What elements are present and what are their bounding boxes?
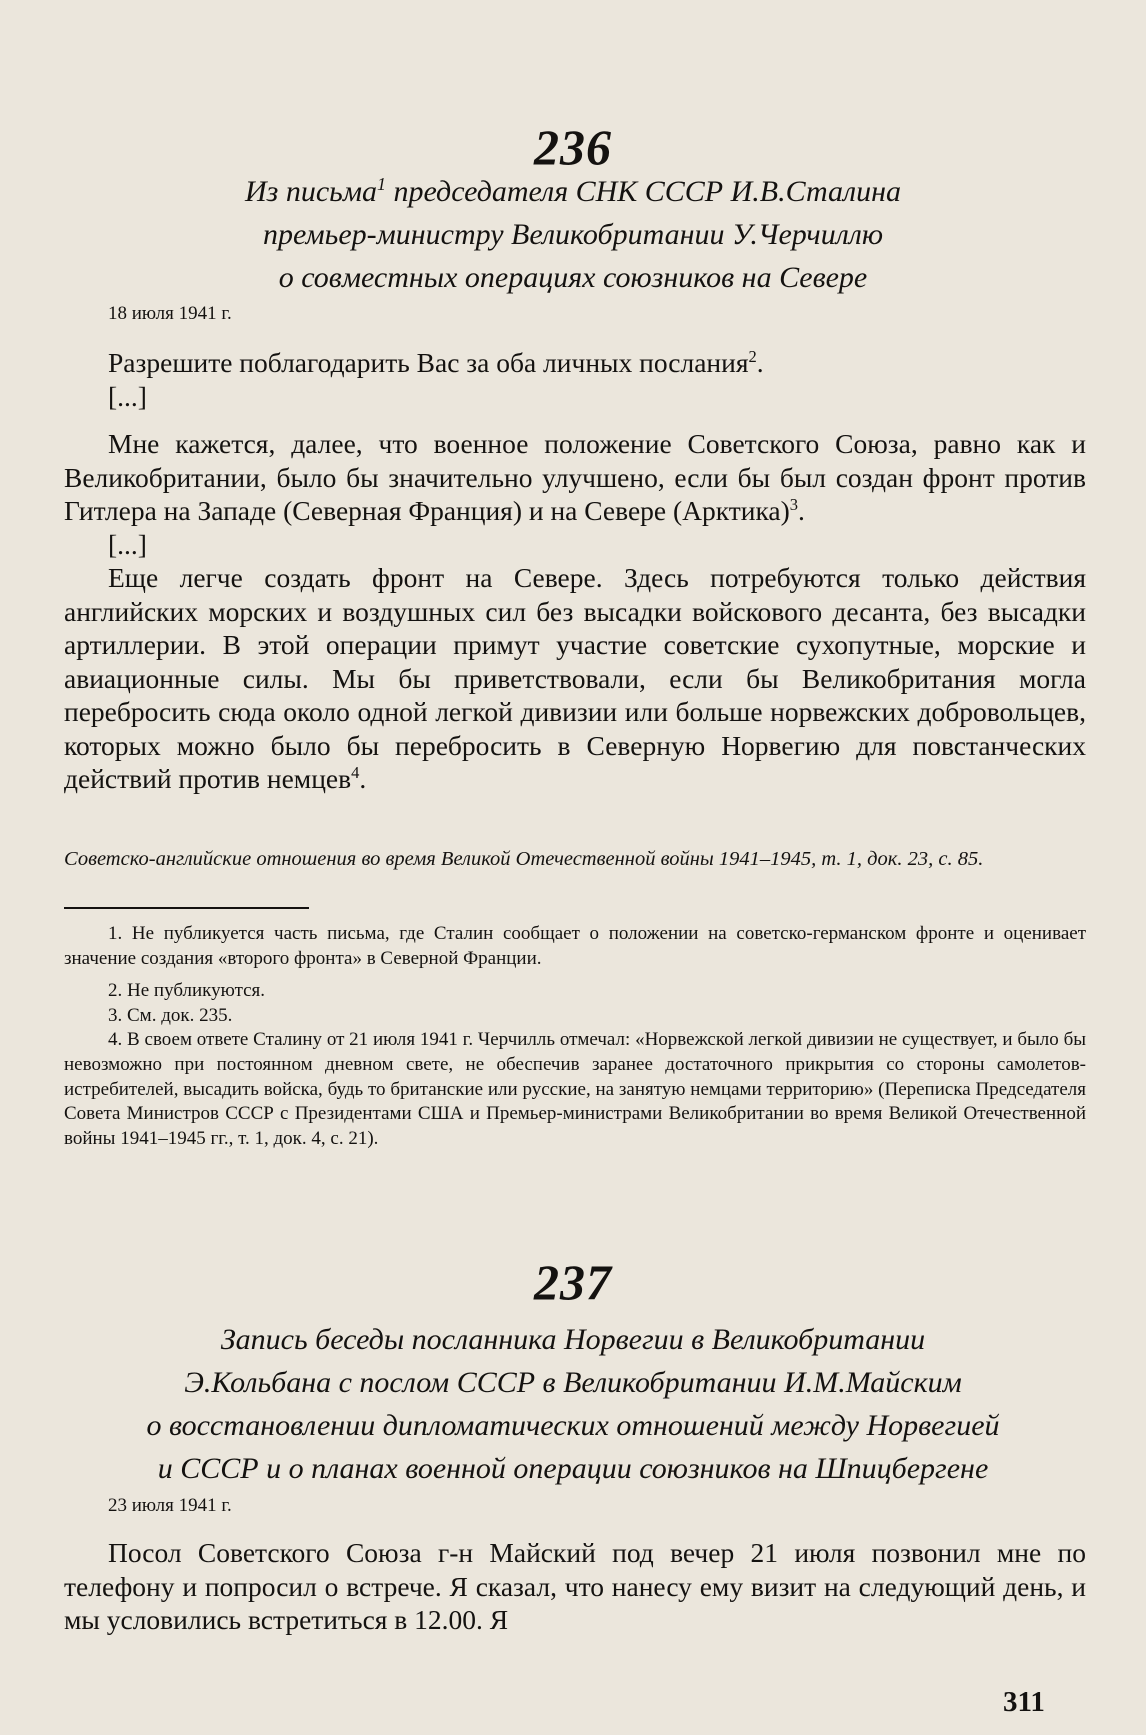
footnote: 4. В своем ответе Сталину от 21 июля 1941 г. Черчилль отмечал: «Норвежской легкой дивизии не существует, и было бы невозможно при постоянном дневном свете, не обеспечив заранее достаточного прикрытия со стороны самолетов-истребителей, высадить войска, будь то британские или русские, на занятую немцами территорию» (Переписка Председателя Совета Министров СССР с Президентами США и Премьер-министрами Великобритании во время Великой Отечественной войны 1941–1945 гг., т. 1, док. 4, с. 21). [64,1029,1086,1149]
footnote-ref-3: 3 [789,494,799,514]
footnote-ref-2: 2 [748,346,757,366]
title-line: Из письма$^1$ председателя СНК СССР И.В.Сталина [244,174,902,208]
document-title-237 [60,1318,1086,1490]
document-body-237 [64,1536,1086,1637]
footnotes [64,922,1086,1151]
document-number-237: 237 [534,1254,612,1310]
document-body-236 [64,346,1086,796]
title-line: о восстановлении дипломатических отношений между Норвегией [146,1409,1000,1442]
ellipsis: [...] [108,380,147,412]
title-line: Э.Кольбана с послом СССР в Великобритании И.М.Майским [184,1366,962,1399]
paragraph: Мне кажется, далее, что военное положение Советского Союза, равно как и Великобритании, было бы значительно улучшено, если бы был создан фронт против Гитлера на Западе (Северная Франция) и на Севере (Арктика)$^3$. [64,428,1086,526]
ellipsis: [...] [108,528,147,560]
footnote-divider [64,907,309,909]
paragraph: Еще легче создать фронт на Севере. Здесь потребуются только действия английских морских и воздушных сил без высадки войскового десанта, без высадки артиллерии. В этой операции примут участие советские сухопутные, морские и авиационные силы. Мы бы приветствовали, если бы Великобритания могла перебросить сюда около одной легкой дивизии или больше норвежских добровольцев, которых можно было бы перебросить в Северную Норвегию для повстанческих действий против немцев$^4$. [64,562,1086,794]
footnote-ref-4: 4 [351,762,360,782]
paragraph: Разрешите поблагодарить Вас за оба личных послания$^2$. [108,346,764,378]
document-title-236 [60,170,1086,299]
footnote: 3. См. док. 235. [108,1004,233,1026]
title-line: и СССР и о планах военной операции союзников на Шпицбергене [157,1452,989,1485]
document-date-237: 23 июля 1941 г. [108,1495,232,1516]
paragraph: Посол Советского Союза г-н Майский под вечер 21 июля позвонил мне по телефону и попросил о встрече. Я сказал, что нанесу ему визит на следующий день, и мы условились встретиться в 12.00. Я [64,1537,1086,1635]
document-number-236: 236 [534,119,612,175]
document-date-236: 18 июля 1941 г. [108,303,232,324]
source-citation: Советско-английские отношения во время Великой Отечественной войны 1941–1945, т. 1, док. 23, с. 85. [64,848,984,870]
title-line: о совместных операциях союзников на Севере [278,261,868,294]
footnote-ref-1: 1 [376,174,386,194]
title-line: премьер-министру Великобритании У.Черчиллю [262,218,884,251]
page-number: 311 [1003,1686,1045,1718]
title-line: Запись беседы посланника Норвегии в Великобритании [220,1323,926,1356]
footnote: 1. Не публикуется часть письма, где Сталин сообщает о положении на советско-германском фронте и оценивает значение создания «второго фронта» в Северной Франции. [64,923,1086,969]
footnote: 2. Не публикуются. [108,980,266,1002]
